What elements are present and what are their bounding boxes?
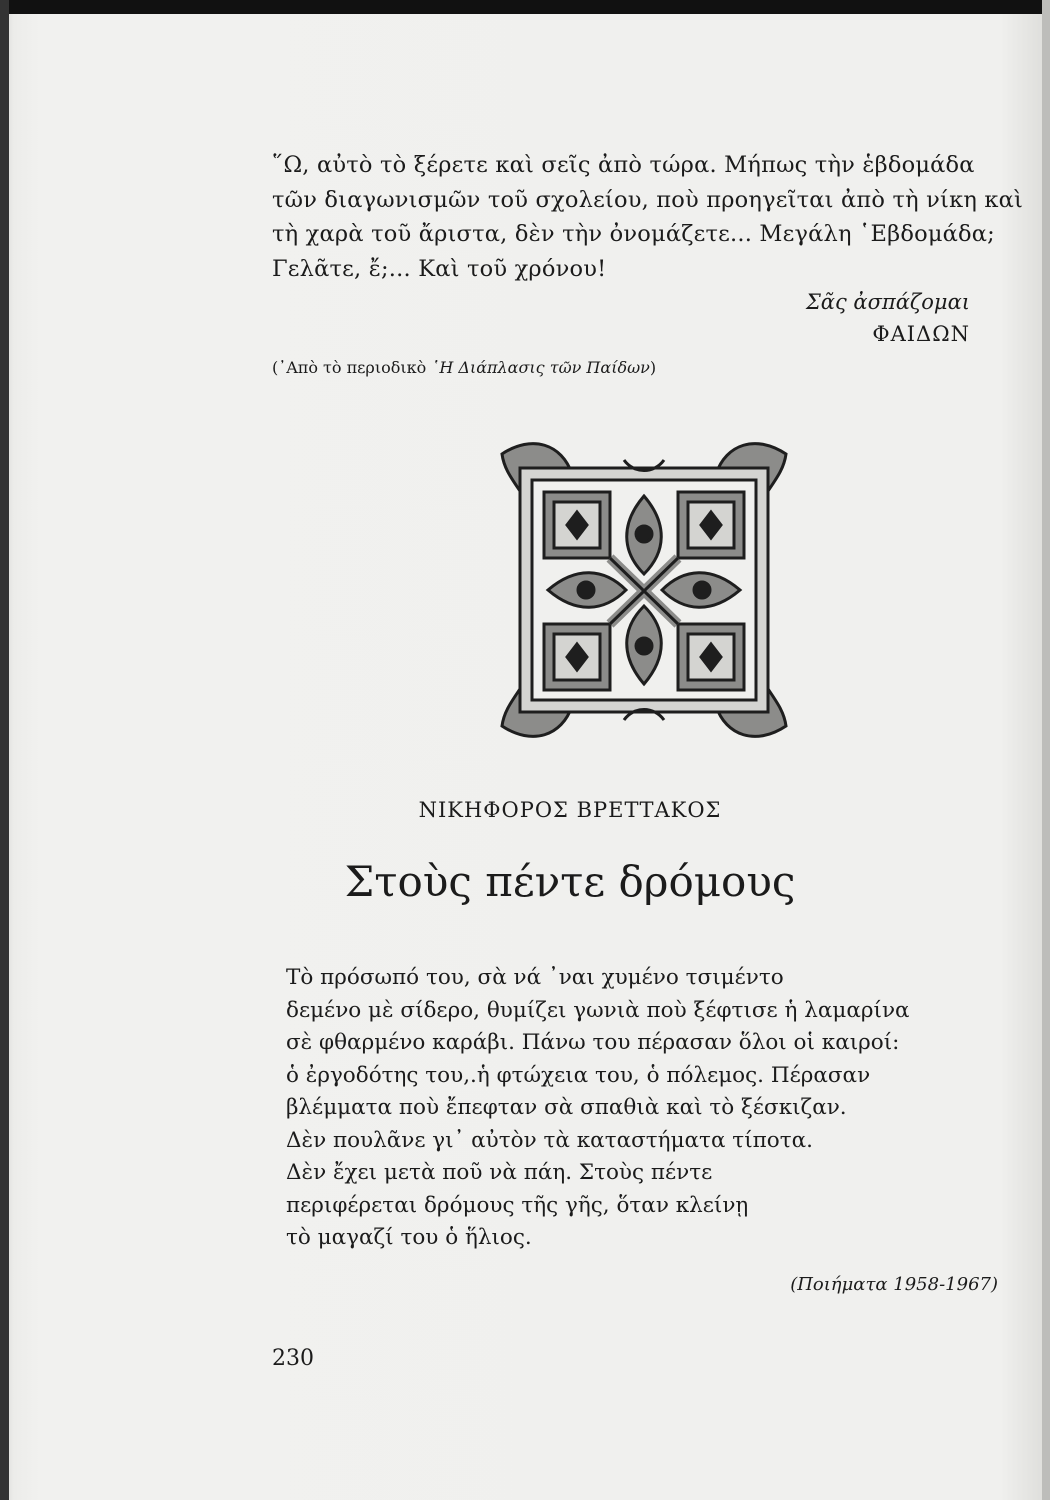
scan-top-edge: [0, 0, 1050, 14]
poem-line: τὸ μαγαζί του ὁ ἥλιος.: [286, 1225, 532, 1250]
poem-line: Δὲν πουλᾶνε γι᾽ αὐτὸν τὰ καταστήματα τίποτα.: [286, 1127, 813, 1153]
letter-line: Γελᾶτε, ἔ;... Καὶ τοῦ χρόνου!: [272, 255, 607, 282]
letter-line: τῶν διαγωνισμῶν τοῦ σχολείου, ποὺ προηγεῖται ἀπὸ τὴ νίκη καὶ: [272, 186, 1024, 213]
page-number: 230: [272, 1346, 314, 1371]
poem-line: Δὲν ἔχει μετὰ ποῦ νὰ πάη. Στοὺς πέντε: [286, 1160, 713, 1185]
poem-body: [286, 962, 910, 1255]
poem-line: δεμένο μὲ σίδερο, θυμίζει γωνιὰ ποὺ ξέφτισε ἡ λαμαρίνα: [286, 997, 910, 1023]
poem-line: βλέμματα ποὺ ἔπεφταν σὰ σπαθιὰ καὶ τὸ ξέσκιζαν.: [286, 1095, 847, 1120]
source-title: ῾Η Διάπλασις τῶν Παίδων: [431, 358, 650, 377]
letter-paragraph: [272, 148, 1024, 286]
letter-line: τὴ χαρὰ τοῦ ἄριστα, δὲν τὴν ὀνομάζετε... Μεγάλη ῾Εβδομάδα;: [272, 221, 995, 247]
source-prefix: (᾿Απὸ τὸ περιοδικὸ: [272, 358, 432, 377]
poem-title: Στοὺς πέντε δρόμους: [344, 857, 796, 906]
poem-author: ΝΙΚΗΦΟΡΟΣ ΒΡΕΤΤΑΚΟΣ: [418, 798, 722, 822]
scan-right-edge: [1042, 0, 1050, 1500]
letter-source: [272, 358, 656, 377]
floral-tile-ornament-icon: [492, 434, 796, 746]
letter-signature: ΦΑΙΔΩΝ: [872, 322, 970, 346]
poem-line: Τὸ πρόσωπό του, σὰ νά ᾽ναι χυμένο τσιμέντο: [286, 965, 784, 990]
poem-line: σὲ φθαρμένο καράβι. Πάνω του πέρασαν ὅλοι οἱ καιροί:: [286, 1030, 900, 1055]
poem-source: (Ποιήματα 1958-1967): [790, 1274, 998, 1295]
scan-left-edge: [0, 0, 9, 1500]
letter-line: ῞Ω, αὐτὸ τὸ ξέρετε καὶ σεῖς ἀπὸ τώρα. Μήπως τὴν ἑβδομάδα: [272, 152, 975, 178]
source-suffix: ): [649, 358, 657, 377]
poem-line: περιφέρεται δρόμους τῆς γῆς, ὅταν κλείνῃ: [286, 1192, 749, 1218]
letter-greeting: Σᾶς ἀσπάζομαι: [805, 290, 970, 314]
poem-line: ὁ ἐργοδότης του,.ἡ φτώχεια του, ὁ πόλεμος. Πέρασαν: [286, 1062, 871, 1088]
